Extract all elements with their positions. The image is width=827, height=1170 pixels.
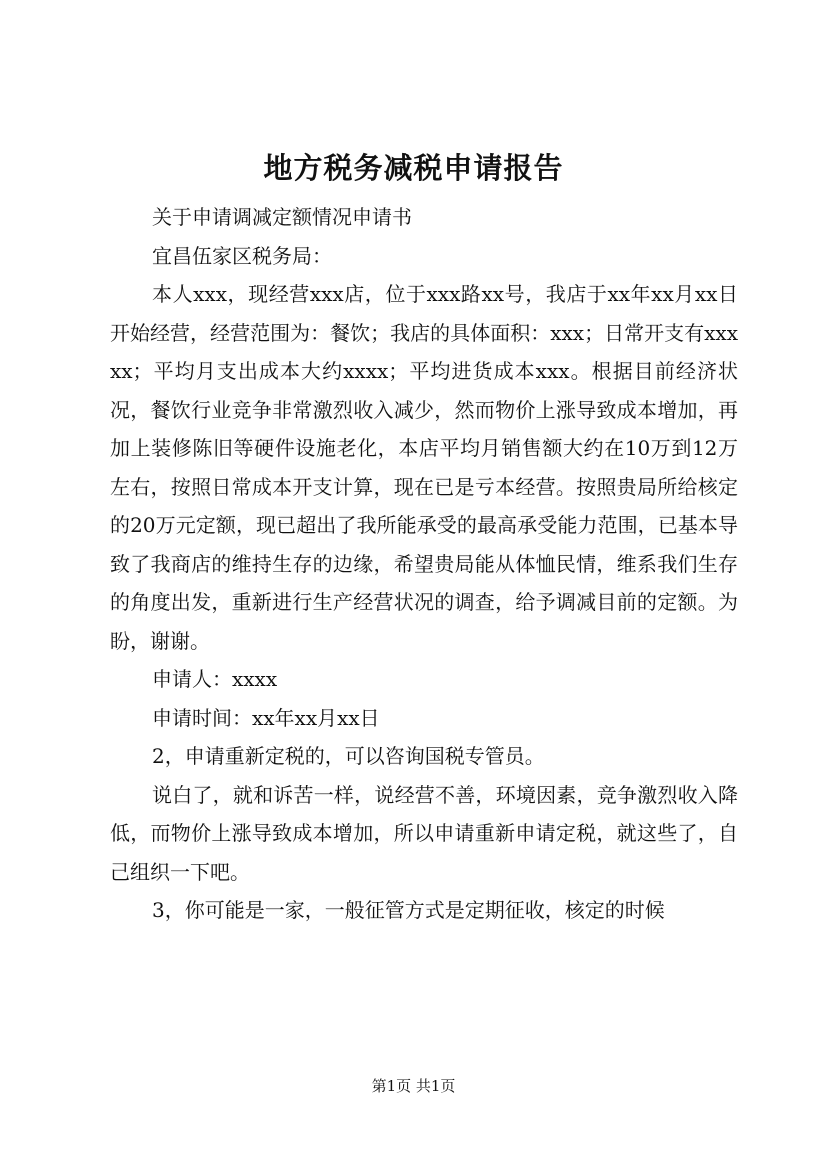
document-title: 地方税务减税申请报告 xyxy=(263,151,564,185)
paragraph-point-3: 3，你可能是一家，一般征管方式是定期征收，核定的时候 xyxy=(152,898,665,922)
paragraph-heading: 关于申请调减定额情况申请书 xyxy=(152,205,412,229)
paragraph-explanation: 说白了，就和诉苦一样，说经营不善，环境因素，竞争激烈收入降低，而物价上涨导致成本增加，所以申请重新申请定税，就这些了，自己组织一下吧。 xyxy=(110,782,738,884)
page-footer: 第1页 共1页 xyxy=(371,1077,456,1095)
paragraph-addressee: 宜昌伍家区税务局： xyxy=(152,243,332,268)
document-body xyxy=(110,198,738,930)
paragraph-point-2: 2，申请重新定税的，可以咨询国税专管员。 xyxy=(152,744,545,768)
paragraph-main-body: 本人xxx，现经营xxx店，位于xxx路xx号，我店于xx年xx月xx日开始经营，经营范围为：餐饮；我店的具体面积：xxx；日常开支有xxxxx；平均月支出成本大约xxxx；平均进货成本xxx。根据目前经济状况，餐饮行业竞争非常激烈收入减少，然而物价上涨导致成本增加，再加上装修陈旧等硬件设施老化，本店平均月销售额大约在10万到12万左右，按照日常成本开支计算，现在已是亏本经营。按照贵局所给核定的20万元定额，现已超出了我所能承受的最高承受能力范围，已基本导致了我商店的维持生存的边缘，希望贵局能从体恤民情，维系我们生存的角度出发，重新进行生产经营状况的调查，给予调减目前的定额。为盼，谢谢。 xyxy=(110,282,738,653)
paragraph-applicant: 申请人：xxxx xyxy=(152,667,278,691)
paragraph-application-date: 申请时间：xx年xx月xx日 xyxy=(152,705,380,730)
